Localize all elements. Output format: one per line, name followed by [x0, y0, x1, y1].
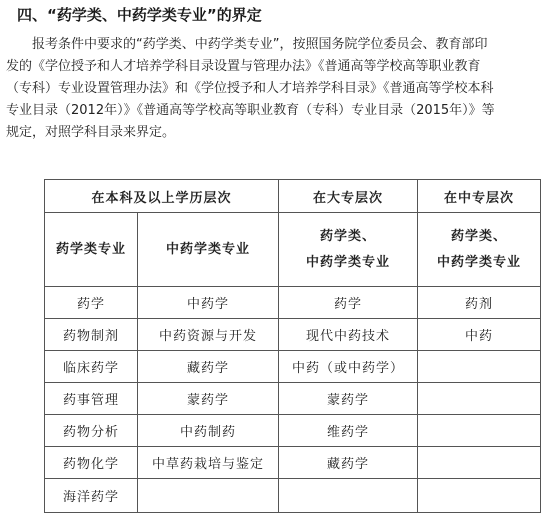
secondary-category-line1: 药学类、	[451, 228, 508, 244]
table-cell: 藏药学	[138, 351, 279, 383]
paragraph-line: 报考条件中要求的“药学类、中药学类专业”，按照国务院学位委员会、教育部印	[32, 37, 488, 52]
college-category-line2: 中药学类专业	[306, 254, 391, 270]
table-cell: 中草药栽培与鉴定	[138, 447, 279, 479]
table-cell: 药剂	[418, 287, 541, 319]
section-heading: 四、“药学类、中药学类专业”的界定	[17, 6, 262, 24]
table-cell	[418, 415, 541, 447]
secondary-category-header	[418, 213, 541, 287]
secondary-level-header: 在中专层次	[418, 180, 541, 213]
table-cell: 维药学	[279, 415, 418, 447]
pharmacy-category-header: 药学类专业	[45, 213, 138, 287]
requirements-paragraph	[6, 34, 554, 144]
table-cell: 药事管理	[45, 383, 138, 415]
table-cell	[418, 447, 541, 479]
paragraph-line: 专业目录（2012年）》《普通高等学校高等职业教育（专科）专业目录（2015年）》等	[6, 103, 495, 118]
table-cell: 药物制剂	[45, 319, 138, 351]
table-cell: 药学	[45, 287, 138, 319]
table-row	[45, 319, 541, 351]
table-cell	[279, 479, 418, 513]
college-level-header: 在大专层次	[279, 180, 418, 213]
table-row	[45, 479, 541, 513]
table-cell: 中药制药	[138, 415, 279, 447]
table-cell	[418, 383, 541, 415]
table-cell: 蒙药学	[279, 383, 418, 415]
college-category-header	[279, 213, 418, 287]
secondary-category-line2: 中药学类专业	[437, 254, 522, 270]
table-row	[45, 415, 541, 447]
paragraph-line: 发的《学位授予和人才培养学科目录设置与管理办法》《普通高等学校高等职业教育	[6, 59, 481, 74]
table-row	[45, 351, 541, 383]
college-category-line1: 药学类、	[320, 228, 377, 244]
paragraph-line: （专科）专业设置管理办法》和《学位授予和人才培养学科目录》《普通高等学校本科	[6, 81, 494, 96]
table-cell: 药物化学	[45, 447, 138, 479]
table-cell: 蒙药学	[138, 383, 279, 415]
table-cell: 海洋药学	[45, 479, 138, 513]
tcm-category-header: 中药学类专业	[138, 213, 279, 287]
table-cell: 现代中药技术	[279, 319, 418, 351]
category-header-row	[45, 213, 541, 287]
table-row	[45, 447, 541, 479]
table-cell: 中药	[418, 319, 541, 351]
bachelor-level-header: 在本科及以上学历层次	[45, 180, 279, 213]
paragraph-line: 规定，对照学科目录来界定。	[6, 125, 176, 140]
table-row	[45, 383, 541, 415]
level-header-row	[45, 180, 541, 213]
table-cell	[138, 479, 279, 513]
table-cell: 藏药学	[279, 447, 418, 479]
table-cell: 临床药学	[45, 351, 138, 383]
table-cell: 中药资源与开发	[138, 319, 279, 351]
table-cell: 中药（或中药学）	[279, 351, 418, 383]
table-cell: 药学	[279, 287, 418, 319]
table-cell	[418, 479, 541, 513]
table-row	[45, 287, 541, 319]
majors-table	[44, 179, 541, 513]
table-cell: 药物分析	[45, 415, 138, 447]
table-cell	[418, 351, 541, 383]
table-cell: 中药学	[138, 287, 279, 319]
